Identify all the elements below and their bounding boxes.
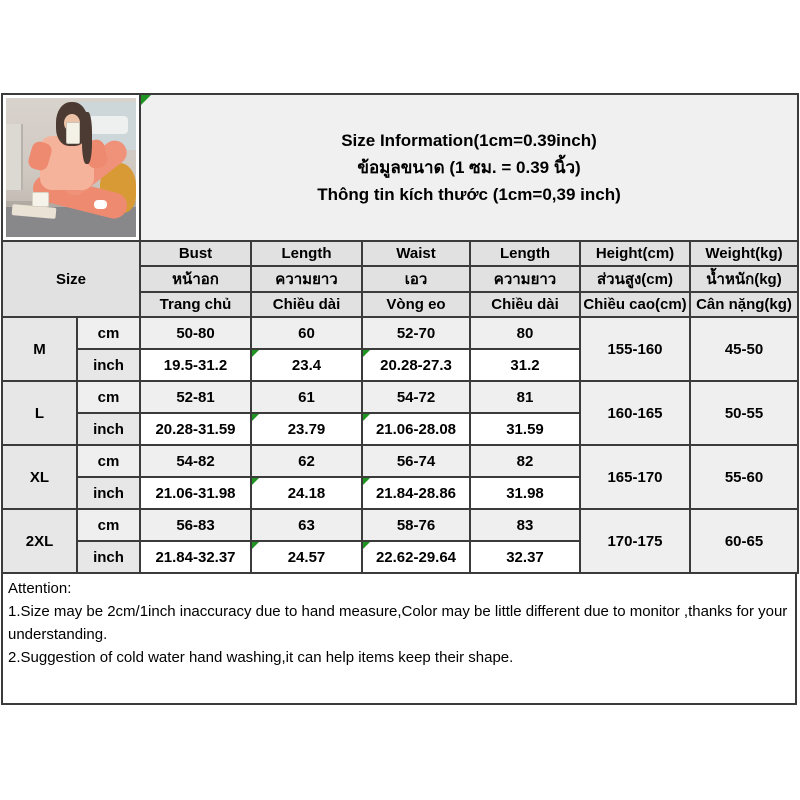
unit-inch: inch [77,477,140,509]
size-row-label-xl: XL [2,445,77,509]
photo-van-image [88,116,128,134]
unit-inch: inch [77,349,140,381]
cell-l-bust-cm: 52-81 [140,381,251,413]
col-header-length2-th: ความยาว [470,266,580,292]
cell-l-length-cm: 61 [251,381,362,413]
cell-m-length-inch [251,349,362,381]
title-line-vi: Thông tin kích thước (1cm=0,39 inch) [317,185,621,204]
title-line-en: Size Information(1cm=0.39inch) [341,131,597,150]
cell-xl-bust-inch: 21.06-31.98 [140,477,251,509]
cell-value: 21.84-28.86 [375,484,457,502]
excel-flag-icon [141,95,151,105]
cell-xl-weight: 55-60 [690,445,798,509]
col-header-length-th: ความยาว [251,266,362,292]
unit-inch: inch [77,541,140,573]
size-header: Size [2,241,140,317]
col-header-bust-en: Bust [140,241,251,266]
product-photo [6,98,136,237]
size-table [1,93,799,574]
cell-l-length2-cm: 81 [470,381,580,413]
cell-2xl-bust-inch: 21.84-32.37 [140,541,251,573]
cell-xl-length-cm: 62 [251,445,362,477]
cell-xl-height: 165-170 [580,445,690,509]
col-header-bust-th: หน้าอก [140,266,251,292]
cell-2xl-length2-inch: 32.37 [470,541,580,573]
excel-flag-icon [363,542,370,549]
col-header-weight-vi: Cân nặng(kg) [690,292,798,317]
col-header-weight-en: Weight(kg) [690,241,798,266]
excel-flag-icon [363,478,370,485]
attention-line-1: 1.Size may be 2cm/1inch inaccuracy due to hand measure,Color may be little different due to monitor ,thanks for your understanding. [8,603,788,643]
cell-l-length2-inch: 31.59 [470,413,580,445]
cell-m-length-cm: 60 [251,317,362,349]
size-row-label-m: M [2,317,77,381]
unit-cm: cm [77,317,140,349]
unit-cm: cm [77,445,140,477]
col-header-length-en: Length [251,241,362,266]
cell-l-weight: 50-55 [690,381,798,445]
title-line-th: ข้อมูลขนาด (1 ซม. = 0.39 นิ้ว) [357,158,581,177]
cell-2xl-weight: 60-65 [690,509,798,573]
cell-l-waist-inch [362,413,470,445]
cell-2xl-length-cm: 63 [251,509,362,541]
col-header-waist-th: เอว [362,266,470,292]
cell-xl-waist-inch [362,477,470,509]
cell-2xl-height: 170-175 [580,509,690,573]
product-photo-cell [2,94,140,241]
photo-sock [94,200,107,209]
cell-xl-length2-inch: 31.98 [470,477,580,509]
cell-xl-length2-cm: 82 [470,445,580,477]
col-header-length2-vi: Chiều dài [470,292,580,317]
col-header-length2-en: Length [470,241,580,266]
cell-xl-waist-cm: 56-74 [362,445,470,477]
attention-line-2: 2.Suggestion of cold water hand washing,it can help items keep their shape. [8,649,514,666]
cell-value: 24.57 [287,548,326,566]
cell-l-waist-cm: 54-72 [362,381,470,413]
col-header-waist-en: Waist [362,241,470,266]
excel-flag-icon [363,414,370,421]
col-header-weight-th: น้ำหนัก(kg) [690,266,798,292]
cell-value: 23.4 [291,356,322,374]
size-row-label-2xl: 2XL [2,509,77,573]
excel-flag-icon [252,350,259,357]
cell-m-weight: 45-50 [690,317,798,381]
cell-m-height: 155-160 [580,317,690,381]
cell-2xl-bust-cm: 56-83 [140,509,251,541]
unit-cm: cm [77,381,140,413]
cell-value: 23.79 [287,420,326,438]
photo-phone [66,122,80,144]
excel-flag-icon [252,414,259,421]
excel-flag-icon [252,542,259,549]
col-header-height-en: Height(cm) [580,241,690,266]
cell-m-bust-cm: 50-80 [140,317,251,349]
unit-cm: cm [77,509,140,541]
cell-value: 21.06-28.08 [375,420,457,438]
cell-value: 20.28-27.3 [380,356,452,374]
cell-xl-bust-cm: 54-82 [140,445,251,477]
cell-2xl-waist-cm: 58-76 [362,509,470,541]
cell-value: 22.62-29.64 [375,548,457,566]
unit-inch: inch [77,413,140,445]
cell-2xl-length2-cm: 83 [470,509,580,541]
cell-m-length2-inch: 31.2 [470,349,580,381]
attention-notes [1,574,797,705]
cell-2xl-length-inch [251,541,362,573]
excel-flag-icon [252,478,259,485]
col-header-height-vi: Chiều cao(cm) [580,292,690,317]
cell-xl-length-inch [251,477,362,509]
size-row-label-l: L [2,381,77,445]
cell-l-length-inch [251,413,362,445]
cell-l-height: 160-165 [580,381,690,445]
col-header-waist-vi: Vòng eo [362,292,470,317]
title-cell [140,94,798,241]
cell-l-bust-inch: 20.28-31.59 [140,413,251,445]
col-header-length-vi: Chiều dài [251,292,362,317]
excel-flag-icon [363,350,370,357]
cell-m-bust-inch: 19.5-31.2 [140,349,251,381]
size-chart-sheet [1,93,797,705]
photo-mug [32,192,49,207]
cell-m-waist-cm: 52-70 [362,317,470,349]
cell-2xl-waist-inch [362,541,470,573]
col-header-bust-vi: Trang chủ [140,292,251,317]
attention-heading: Attention: [8,580,72,597]
photo-shelf [6,124,23,190]
cell-m-length2-cm: 80 [470,317,580,349]
col-header-height-th: ส่วนสูง(cm) [580,266,690,292]
cell-value: 24.18 [287,484,326,502]
cell-m-waist-inch [362,349,470,381]
